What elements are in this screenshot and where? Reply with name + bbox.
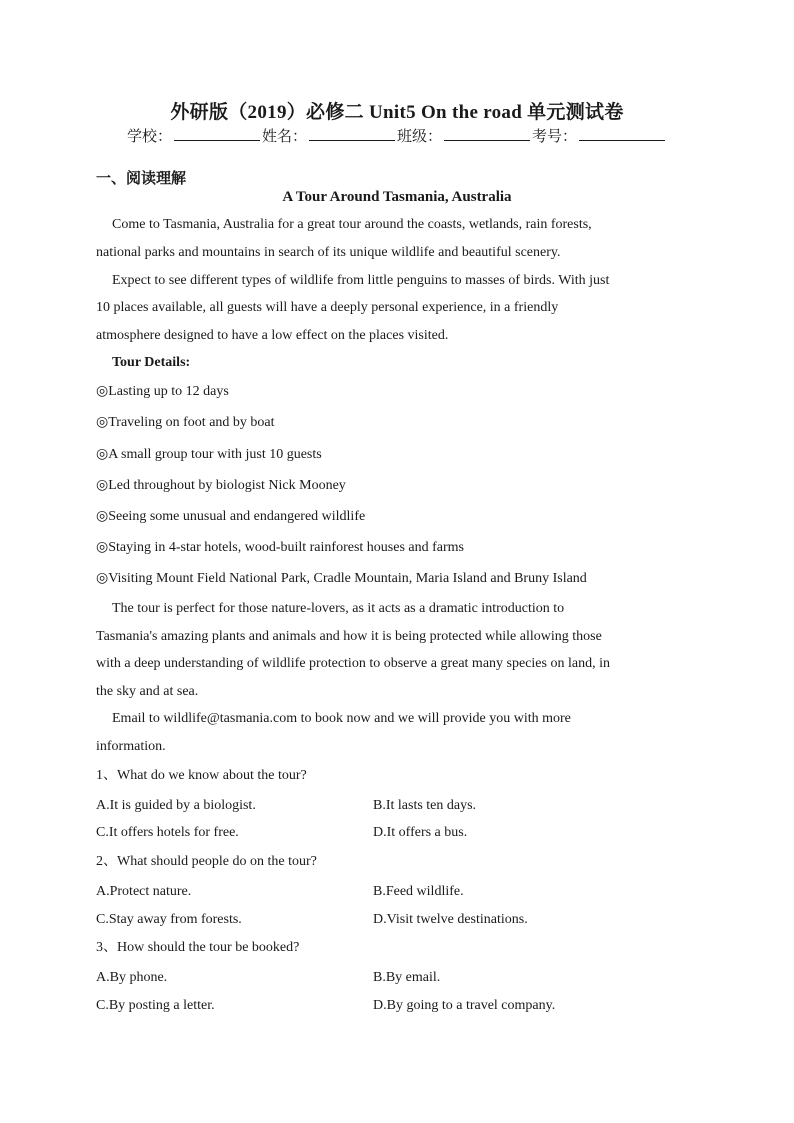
tour-detail-item: ◎Led throughout by biologist Nick Mooney — [96, 478, 346, 493]
question-stem: 2、What should people do on the tour? — [96, 854, 317, 869]
tour-detail-item: ◎Visiting Mount Field National Park, Cradle Mountain, Maria Island and Bruny Island — [96, 571, 587, 586]
tour-detail-item: ◎Lasting up to 12 days — [96, 384, 229, 399]
question-option[interactable]: C.Stay away from forests. — [96, 912, 242, 927]
question-stem: 3、How should the tour be booked? — [96, 940, 300, 955]
student-info-row — [0, 125, 794, 146]
passage-line: national parks and mountains in search of its unique wildlife and beautiful scenery. — [96, 245, 561, 260]
passage-line: atmosphere designed to have a low effect on the places visited. — [96, 328, 449, 343]
question-option[interactable]: A.Protect nature. — [96, 884, 192, 899]
tour-details-heading: Tour Details: — [112, 355, 191, 370]
question-option[interactable]: B.By email. — [373, 970, 441, 985]
passage-line: with a deep understanding of wildlife protection to observe a great many species on land, in — [96, 656, 610, 671]
exam-number-blank — [579, 125, 665, 141]
passage-line: Tasmania's amazing plants and animals and how it is being protected while allowing those — [96, 629, 602, 644]
question-option[interactable]: C.It offers hotels for free. — [96, 825, 239, 840]
name-label: 姓名： — [261, 129, 307, 145]
school-label: 学校： — [126, 129, 172, 145]
question-option[interactable]: D.It offers a bus. — [373, 825, 468, 840]
question-option[interactable]: D.By going to a travel company. — [373, 998, 556, 1013]
tour-detail-item: ◎Traveling on foot and by boat — [96, 415, 275, 430]
question-option[interactable]: D.Visit twelve destinations. — [373, 912, 528, 927]
question-option[interactable]: B.Feed wildlife. — [373, 884, 464, 899]
page-title: 外研版（2019）必修二 Unit5 On the road 单元测试卷 — [170, 102, 624, 123]
question-option[interactable]: B.It lasts ten days. — [373, 798, 477, 813]
tour-detail-item: ◎Staying in 4-star hotels, wood-built rainforest houses and farms — [96, 540, 464, 555]
class-blank — [444, 125, 530, 141]
exam-number-label: 考号： — [532, 129, 578, 145]
passage-line: 10 places available, all guests will have a deeply personal experience, in a friendly — [96, 300, 559, 315]
question-option[interactable]: A.It is guided by a biologist. — [96, 798, 256, 813]
passage-line: Email to wildlife@tasmania.com to book now and we will provide you with more — [112, 711, 571, 726]
school-blank — [174, 125, 260, 141]
tour-detail-item: ◎Seeing some unusual and endangered wildlife — [96, 509, 366, 524]
class-label: 班级： — [397, 129, 443, 145]
question-option[interactable]: A.By phone. — [96, 970, 168, 985]
passage-line: The tour is perfect for those nature-lovers, as it acts as a dramatic introduction to — [112, 601, 565, 616]
question-option[interactable]: C.By posting a letter. — [96, 998, 215, 1013]
passage-title: A Tour Around Tasmania, Australia — [282, 189, 512, 205]
passage-line: Expect to see different types of wildlife from little penguins to masses of birds. With just — [112, 273, 610, 288]
tour-detail-item: ◎A small group tour with just 10 guests — [96, 447, 322, 462]
section-heading: 一、阅读理解 — [96, 171, 187, 187]
passage-line: Come to Tasmania, Australia for a great tour around the coasts, wetlands, rain forests, — [112, 217, 592, 232]
name-blank — [309, 125, 395, 141]
passage-line: information. — [96, 739, 166, 754]
question-stem: 1、What do we know about the tour? — [96, 768, 307, 783]
passage-line: the sky and at sea. — [96, 684, 199, 699]
